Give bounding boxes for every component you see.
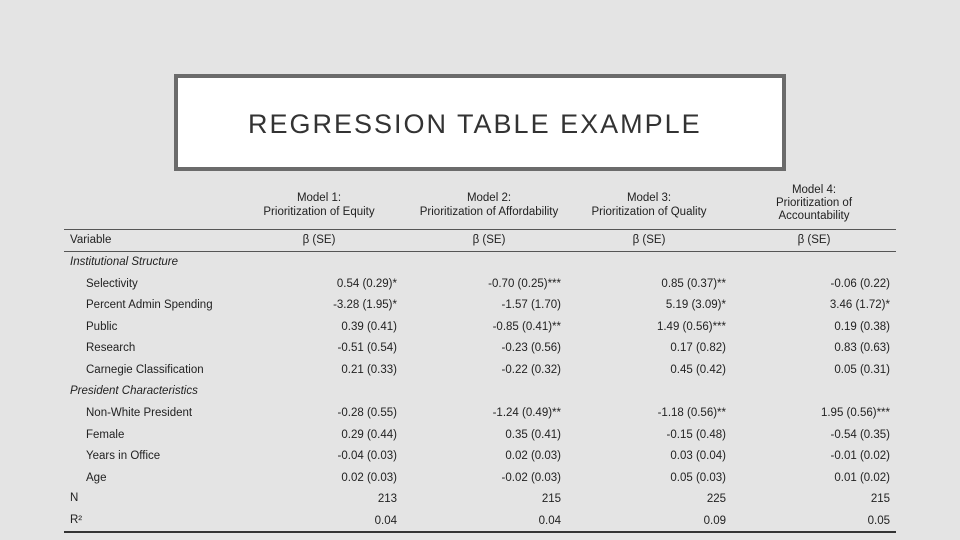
- cell: 0.19 (0.38): [834, 321, 890, 333]
- model-3-header: [574, 192, 724, 218]
- slide-title: REGRESSION TABLE EXAMPLE: [248, 109, 702, 139]
- cell: 0.54 (0.29)*: [336, 278, 397, 290]
- cell: -0.15 (0.48): [666, 429, 726, 441]
- cell: -0.06 (0.22): [830, 278, 890, 290]
- cell: -0.02 (0.03): [501, 472, 561, 484]
- variable-label: Variable: [70, 234, 112, 246]
- group-institutional-structure: Institutional Structure: [70, 256, 179, 268]
- cell: 0.83 (0.63): [834, 342, 890, 354]
- cell: 0.21 (0.33): [341, 364, 397, 376]
- cell: -0.54 (0.35): [830, 429, 890, 441]
- row-label-selectivity: Selectivity: [86, 278, 138, 290]
- row-label-r-squared: R²: [70, 514, 83, 526]
- model-4-desc-line1: Prioritization of: [775, 197, 853, 209]
- cell: -0.51 (0.54): [337, 342, 397, 354]
- cell: 0.04: [538, 515, 561, 527]
- row-label-research: Research: [86, 342, 136, 354]
- model-4-header: [754, 184, 874, 222]
- cell: -0.28 (0.55): [337, 407, 397, 419]
- cell: 5.19 (3.09)*: [665, 299, 726, 311]
- model-1-desc: Prioritization of Equity: [263, 206, 375, 218]
- model-4-stat: β (SE): [797, 234, 831, 246]
- model-3-desc: Prioritization of Quality: [591, 206, 707, 218]
- cell: 1.95 (0.56)***: [820, 407, 890, 419]
- cell: 3.46 (1.72)*: [829, 299, 890, 311]
- cell: 0.05 (0.31): [834, 364, 890, 376]
- cell: 0.03 (0.04): [670, 450, 726, 462]
- cell: -0.85 (0.41)**: [492, 321, 561, 333]
- stat-rule: [64, 251, 896, 252]
- group-president-characteristics: President Characteristics: [70, 385, 198, 397]
- header-rule: [64, 229, 896, 230]
- row-label-n: N: [70, 492, 79, 504]
- cell: 0.02 (0.03): [505, 450, 561, 462]
- cell: 0.01 (0.02): [834, 472, 890, 484]
- cell: 0.04: [374, 515, 397, 527]
- cell: 0.05 (0.03): [670, 472, 726, 484]
- bottom-rule: [64, 531, 896, 533]
- model-2-stat: β (SE): [472, 234, 506, 246]
- row-label-age: Age: [86, 472, 107, 484]
- cell: 215: [541, 493, 561, 505]
- model-4-desc-line2: Accountability: [778, 210, 850, 222]
- cell: 0.35 (0.41): [505, 429, 561, 441]
- cell: 1.49 (0.56)***: [656, 321, 726, 333]
- model-4-name: Model 4:: [791, 184, 837, 196]
- cell: -1.57 (1.70): [501, 299, 561, 311]
- cell: 0.09: [703, 515, 726, 527]
- cell: 213: [377, 493, 397, 505]
- regression-table: [64, 0, 896, 540]
- model-1-stat: β (SE): [302, 234, 336, 246]
- cell: -3.28 (1.95)*: [333, 299, 397, 311]
- row-label-carnegie-classification: Carnegie Classification: [86, 364, 204, 376]
- cell: 0.85 (0.37)**: [661, 278, 726, 290]
- row-label-public: Public: [86, 321, 118, 333]
- cell: 0.02 (0.03): [341, 472, 397, 484]
- row-label-years-in-office: Years in Office: [86, 450, 161, 462]
- cell: 225: [706, 493, 726, 505]
- cell: -0.01 (0.02): [830, 450, 890, 462]
- cell: 0.45 (0.42): [670, 364, 726, 376]
- cell: -1.18 (0.56)**: [657, 407, 726, 419]
- row-label-percent-admin-spending: Percent Admin Spending: [86, 299, 213, 311]
- cell: 0.17 (0.82): [670, 342, 726, 354]
- cell: -0.23 (0.56): [501, 342, 561, 354]
- model-2-header: [414, 192, 564, 218]
- cell: 215: [870, 493, 890, 505]
- cell: 0.29 (0.44): [341, 429, 397, 441]
- row-label-female: Female: [86, 429, 125, 441]
- row-label-non-white-president: Non-White President: [86, 407, 193, 419]
- cell: -0.22 (0.32): [501, 364, 561, 376]
- cell: 0.39 (0.41): [341, 321, 397, 333]
- model-2-desc: Prioritization of Affordability: [419, 206, 559, 218]
- cell: 0.05: [867, 515, 890, 527]
- cell: -0.04 (0.03): [337, 450, 397, 462]
- model-3-stat: β (SE): [632, 234, 666, 246]
- cell: -1.24 (0.49)**: [492, 407, 561, 419]
- cell: -0.70 (0.25)***: [488, 278, 561, 290]
- model-3-name: Model 3:: [626, 192, 672, 204]
- model-1-name: Model 1:: [296, 192, 342, 204]
- model-1-header: [254, 192, 384, 218]
- model-2-name: Model 2:: [466, 192, 512, 204]
